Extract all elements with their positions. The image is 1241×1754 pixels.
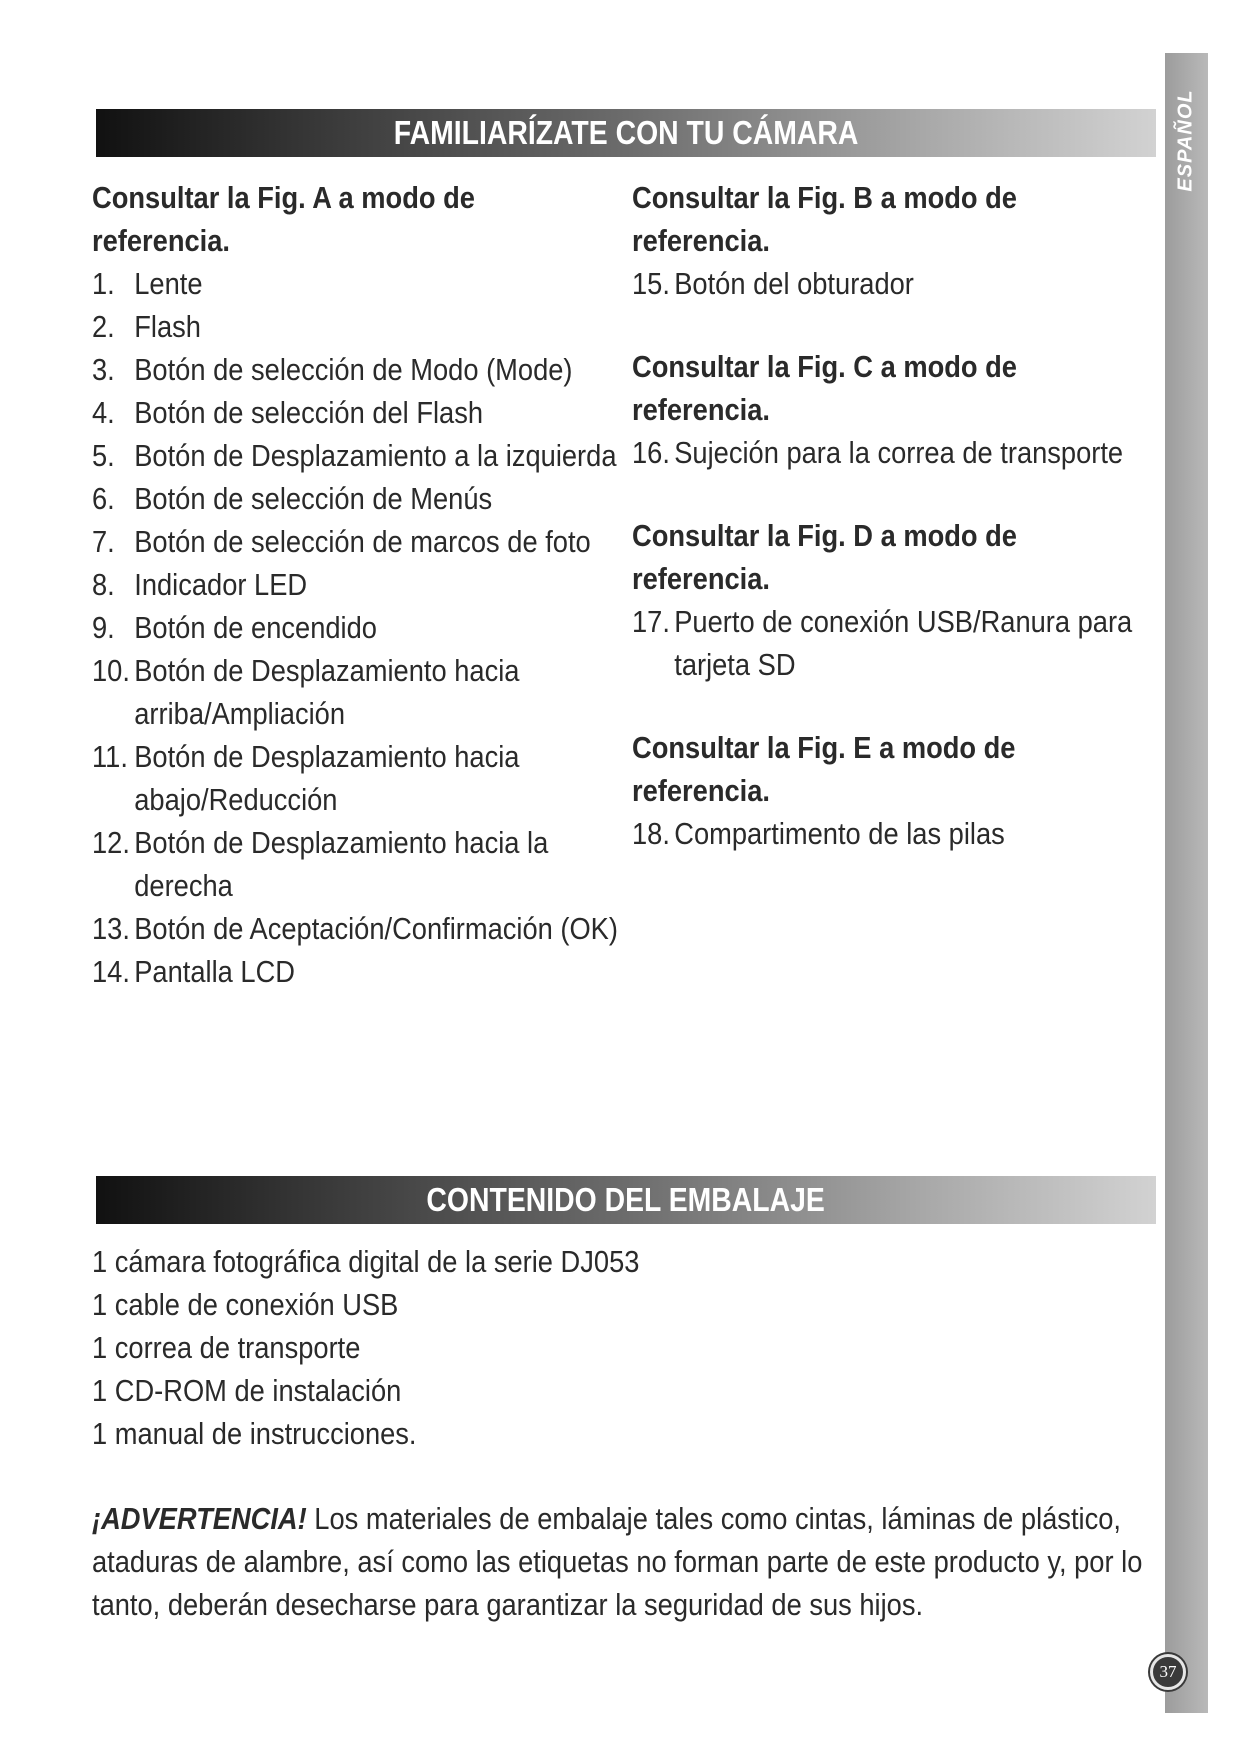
parts-list-fig-a [92, 176, 620, 993]
list-item: 14. Pantalla LCD [92, 954, 295, 989]
section-header-package [96, 1176, 1156, 1224]
list-item: 6. Botón de selección de Menús [92, 481, 493, 516]
warning-label: ¡ADVERTENCIA! [92, 1501, 307, 1536]
list-item: 4. Botón de selección del Flash [92, 395, 484, 430]
list-item: 1 manual de instrucciones. [92, 1416, 417, 1451]
list-item: 1. Lente [92, 266, 203, 301]
list-item: 1 correa de transporte [92, 1330, 361, 1365]
list-item: 9. Botón de encendido [92, 610, 377, 645]
list-item: 7. Botón de selección de marcos de foto [92, 524, 591, 559]
warning-paragraph [92, 1497, 1166, 1626]
section-header-camera [96, 109, 1156, 157]
list-item: 17. Puerto de conexión USB/Ranura para tarjeta SD [632, 604, 1133, 682]
list-item: 18. Compartimento de las pilas [632, 816, 1005, 851]
section-title: FAMILIARÍZATE CON TU CÁMARA [393, 114, 859, 151]
warning-text: Los materiales de embalaje tales como cintas, láminas de plástico, ataduras de alambre, así como las etiquetas no forman parte de este producto y, por lo tanto, deberán desecharse para garantizar la seguridad de sus hijos. [92, 1501, 1143, 1622]
list-item: 12. Botón de Desplazamiento hacia la derecha [92, 825, 549, 903]
list-item: 11. Botón de Desplazamiento hacia abajo/Reducción [92, 739, 520, 817]
list-item: 1 cámara fotográfica digital de la serie DJ053 [92, 1244, 640, 1279]
figure-reference: Consultar la Fig. D a modo de referencia. [632, 518, 1017, 596]
figure-reference: Consultar la Fig. A a modo de referencia. [92, 180, 475, 258]
language-label: ESPAÑOL [1175, 88, 1198, 192]
list-item: 2. Flash [92, 309, 201, 344]
page-number: 37 [1150, 1654, 1186, 1690]
section-title: CONTENIDO DEL EMBALAJE [426, 1181, 826, 1218]
list-item: 3. Botón de selección de Modo (Mode) [92, 352, 573, 387]
package-contents-list [92, 1240, 796, 1455]
list-item: 1 cable de conexión USB [92, 1287, 399, 1322]
parts-list-fig-b-e [632, 176, 1160, 855]
list-item: 1 CD-ROM de instalación [92, 1373, 402, 1408]
list-item: 10. Botón de Desplazamiento hacia arriba/Ampliación [92, 653, 520, 731]
list-item: 13. Botón de Aceptación/Confirmación (OK) [92, 911, 618, 946]
figure-reference: Consultar la Fig. E a modo de referencia. [632, 730, 1016, 808]
list-item: 8. Indicador LED [92, 567, 308, 602]
language-side-tab [1165, 53, 1208, 1713]
list-item: 5. Botón de Desplazamiento a la izquierda [92, 438, 617, 473]
list-item: 16. Sujeción para la correa de transporte [632, 435, 1124, 470]
list-item: 15. Botón del obturador [632, 266, 914, 301]
figure-reference: Consultar la Fig. B a modo de referencia. [632, 180, 1017, 258]
figure-reference: Consultar la Fig. C a modo de referencia. [632, 349, 1017, 427]
